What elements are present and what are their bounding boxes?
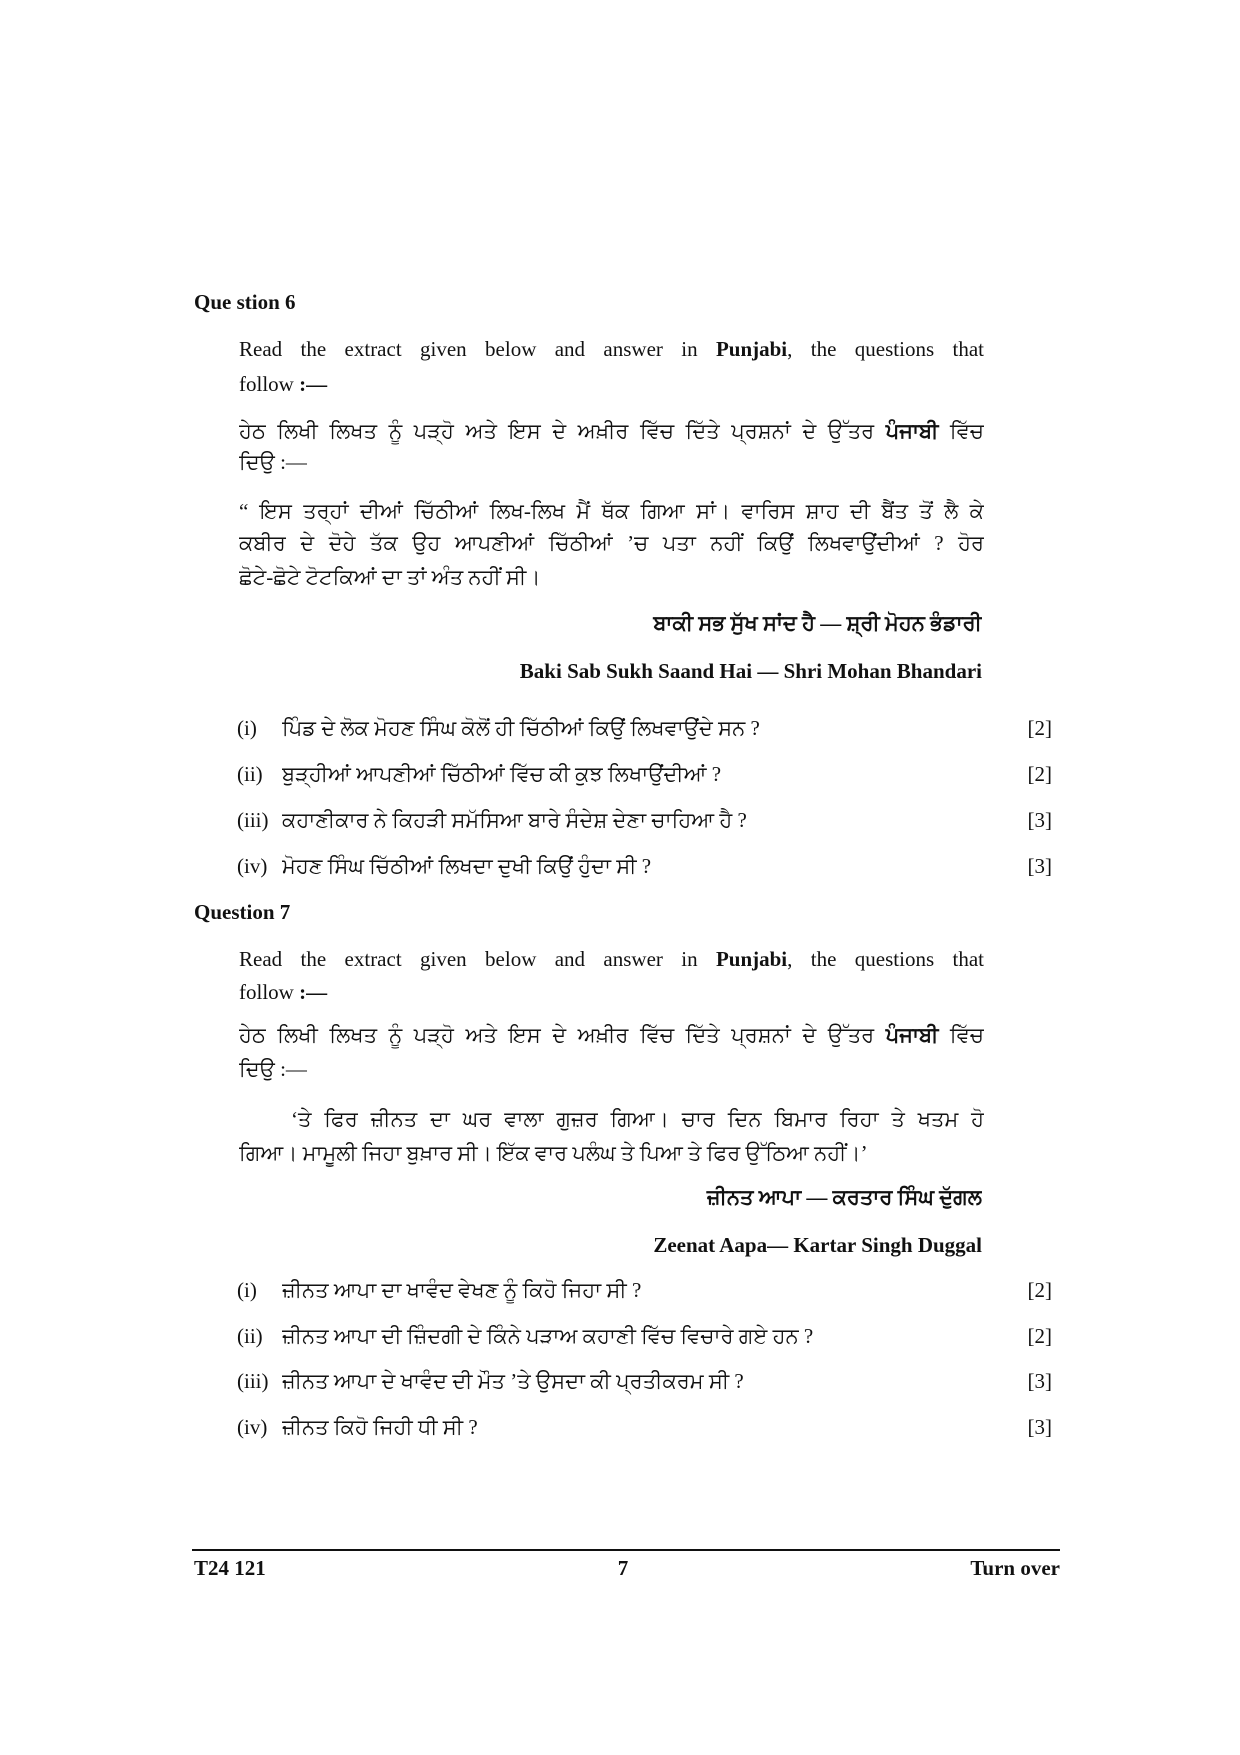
instruction-dash: :—	[299, 980, 328, 1004]
source-english: Baki Sab Sukh Saand Hai — Shri Mohan Bhandari	[519, 659, 982, 683]
instruction-text: Read the extract given below and answer in	[239, 947, 716, 971]
question-item	[237, 803, 1052, 837]
instruction-text: follow	[239, 372, 300, 396]
item-marks: [3]	[1027, 808, 1052, 832]
question-item	[237, 757, 1052, 791]
page-number: 7	[617, 1556, 629, 1580]
instruction-language: ਪੰਜਾਬੀ	[885, 419, 939, 443]
punjabi-instruction-line-1	[239, 414, 984, 448]
extract-line: ਛੋਟੇ-ਛੋਟੇ ਟੋਟਕਿਆਂ ਦਾ ਤਾਂ ਅੰਤ ਨਹੀਂ ਸੀ।	[239, 565, 541, 589]
question-item	[237, 1273, 1052, 1307]
instruction-text: Read the extract given below and answer in	[239, 337, 716, 361]
question-item	[237, 1410, 1052, 1444]
english-instruction-line-2	[239, 975, 984, 1009]
item-text: ਜ਼ੀਨਤ ਆਪਾ ਦੀ ਜ਼ਿੰਦਗੀ ਦੇ ਕਿੰਨੇ ਪੜਾਅ ਕਹਾਣੀ ਵਿੱਚ ਵਿਚਾਰੇ ਗਏ ਹਨ ?	[282, 1324, 814, 1348]
item-text: ਜ਼ੀਨਤ ਆਪਾ ਦੇ ਖਾਵੰਦ ਦੀ ਮੌਤ ’ਤੇ ਉਸਦਾ ਕੀ ਪ੍ਰਤੀਕਰਮ ਸੀ ?	[282, 1369, 744, 1393]
question-6-heading: Que stion 6	[194, 290, 296, 314]
instruction-text: ਹੇਠ ਲਿਖੀ ਲਿਖਤ ਨੂੰ ਪੜ੍ਹੋ ਅਤੇ ਇਸ ਦੇ ਅਖ਼ੀਰ ਵਿੱਚ ਦਿੱਤੇ ਪ੍ਰਸ਼ਨਾਂ ਦੇ ਉੱਤਰ	[239, 1023, 886, 1047]
item-label: (iv)	[237, 1415, 268, 1439]
item-label: (i)	[237, 1278, 257, 1302]
english-instruction-line-2	[239, 367, 984, 401]
question-item	[237, 1364, 1052, 1398]
instruction-language: Punjabi	[715, 337, 788, 361]
item-label: (ii)	[237, 762, 263, 786]
extract-line: ਗਿਆ। ਮਾਮੂਲੀ ਜਿਹਾ ਬੁਖ਼ਾਰ ਸੀ। ਇੱਕ ਵਾਰ ਪਲੰਘ ਤੇ ਪਿਆ ਤੇ ਫਿਰ ਉੱਠਿਆ ਨਹੀਂ।’	[239, 1141, 868, 1165]
question-item	[237, 711, 1052, 745]
question-7-heading: Question 7	[194, 900, 291, 924]
punjabi-instruction-line-2: ਦਿਉ :—	[239, 450, 307, 474]
item-label: (i)	[237, 716, 257, 740]
item-label: (iv)	[237, 854, 268, 878]
item-marks: [3]	[1027, 854, 1052, 878]
punjabi-instruction-line-1	[239, 1018, 984, 1052]
item-marks: [2]	[1027, 716, 1052, 740]
source-punjabi: ਜ਼ੀਨਤ ਆਪਾ — ਕਰਤਾਰ ਸਿੰਘ ਦੁੱਗਲ	[706, 1185, 982, 1209]
english-instruction-line-1	[239, 332, 984, 366]
footer-divider	[192, 1549, 1060, 1551]
instruction-text: , the questions that	[787, 947, 984, 971]
instruction-language: ਪੰਜਾਬੀ	[885, 1023, 939, 1047]
instruction-text: ਹੇਠ ਲਿਖੀ ਲਿਖਤ ਨੂੰ ਪੜ੍ਹੋ ਅਤੇ ਇਸ ਦੇ ਅਖ਼ੀਰ ਵਿੱਚ ਦਿੱਤੇ ਪ੍ਰਸ਼ਨਾਂ ਦੇ ਉੱਤਰ	[239, 419, 886, 443]
item-text: ਬੁੜ੍ਹੀਆਂ ਆਪਣੀਆਂ ਚਿੱਠੀਆਂ ਵਿੱਚ ਕੀ ਕੁਝ ਲਿਖਾਉਂਦੀਆਂ ?	[282, 762, 722, 786]
source-punjabi: ਬਾਕੀ ਸਭ ਸੁੱਖ ਸਾਂਦ ਹੈ — ਸ਼੍ਰੀ ਮੋਹਨ ਭੰਡਾਰੀ	[653, 611, 982, 635]
turn-over-note: Turn over	[970, 1556, 1060, 1580]
extract-line: ਕਬੀਰ ਦੇ ਦੋਹੇ ਤੱਕ ਉਹ ਆਪਣੀਆਂ ਚਿੱਠੀਆਂ ’ਚ ਪਤਾ ਨਹੀਂ ਕਿਉਂ ਲਿਖਵਾਉਂਦੀਆਂ ? ਹੋਰ	[239, 531, 984, 555]
question-item	[237, 849, 1052, 883]
english-instruction-line-1	[239, 942, 984, 976]
instruction-text: follow	[239, 980, 300, 1004]
item-marks: [2]	[1027, 1324, 1052, 1348]
instruction-text: , the questions that	[787, 337, 984, 361]
instruction-text: ਵਿੱਚ	[938, 1023, 984, 1047]
item-label: (iii)	[237, 1369, 269, 1393]
question-item	[237, 1319, 1052, 1353]
item-marks: [2]	[1027, 1278, 1052, 1302]
item-text: ਪਿੰਡ ਦੇ ਲੋਕ ਮੋਹਣ ਸਿੰਘ ਕੋਲੋਂ ਹੀ ਚਿੱਠੀਆਂ ਕਿਉਂ ਲਿਖਵਾਉਂਦੇ ਸਨ ?	[282, 716, 760, 740]
item-label: (iii)	[237, 808, 269, 832]
item-text: ਕਹਾਣੀਕਾਰ ਨੇ ਕਿਹੜੀ ਸਮੱਸਿਆ ਬਾਰੇ ਸੰਦੇਸ਼ ਦੇਣਾ ਚਾਹਿਆ ਹੈ ?	[282, 808, 747, 832]
item-text: ਮੋਹਣ ਸਿੰਘ ਚਿੱਠੀਆਂ ਲਿਖਦਾ ਦੁਖੀ ਕਿਉਂ ਹੁੰਦਾ ਸੀ ?	[282, 854, 652, 878]
instruction-language: Punjabi	[715, 947, 788, 971]
item-text: ਜ਼ੀਨਤ ਆਪਾ ਦਾ ਖਾਵੰਦ ਵੇਖਣ ਨੂੰ ਕਿਹੋ ਜਿਹਾ ਸੀ ?	[282, 1278, 642, 1302]
instruction-text: ਵਿੱਚ	[938, 419, 984, 443]
extract-line: “ ਇਸ ਤਰ੍ਹਾਂ ਦੀਆਂ ਚਿੱਠੀਆਂ ਲਿਖ-ਲਿਖ ਮੈਂ ਥੱਕ ਗਿਆ ਸਾਂ। ਵਾਰਿਸ ਸ਼ਾਹ ਦੀ ਬੈਂਤ ਤੋਂ ਲੈ ਕੇ	[239, 499, 984, 523]
item-label: (ii)	[237, 1324, 263, 1348]
punjabi-instruction-line-2: ਦਿਉ :—	[239, 1057, 307, 1081]
paper-code: T24 121	[194, 1556, 266, 1580]
source-english: Zeenat Aapa— Kartar Singh Duggal	[653, 1233, 982, 1257]
item-marks: [3]	[1027, 1415, 1052, 1439]
item-marks: [3]	[1027, 1369, 1052, 1393]
extract-line: ‘ਤੇ ਫਿਰ ਜ਼ੀਨਤ ਦਾ ਘਰ ਵਾਲਾ ਗੁਜ਼ਰ ਗਿਆ। ਚਾਰ ਦਿਨ ਬਿਮਾਰ ਰਿਹਾ ਤੇ ਖਤਮ ਹੋ	[291, 1107, 984, 1131]
item-marks: [2]	[1027, 762, 1052, 786]
instruction-dash: :—	[299, 372, 328, 396]
item-text: ਜ਼ੀਨਤ ਕਿਹੋ ਜਿਹੀ ਧੀ ਸੀ ?	[282, 1415, 478, 1439]
